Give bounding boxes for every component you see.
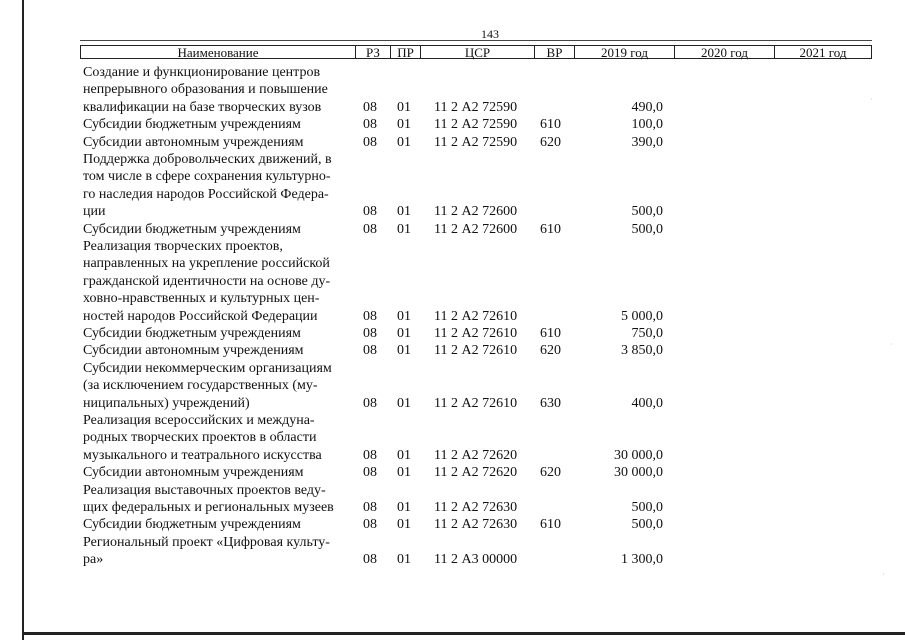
cell-vr: 630 (540, 395, 561, 411)
cell-2019: 100,0 (631, 117, 663, 133)
cell-name: Субсидии бюджетным учреждениям (83, 221, 301, 237)
page-number: 143 (481, 27, 499, 41)
cell-rz: 08 (363, 517, 377, 533)
cell-2019: 750,0 (631, 326, 663, 341)
cell-rz: 08 (363, 395, 377, 411)
table-row (0, 221, 905, 238)
table-row (0, 464, 905, 481)
cell-pr: 01 (397, 117, 411, 133)
cell-2019: 400,0 (631, 395, 663, 411)
cell-name: ностей народов Российской Федерации (83, 308, 318, 324)
page-bottom-rule (22, 632, 905, 635)
table-row (0, 168, 905, 185)
cell-name: Субсидии автономным учреждениям (83, 465, 304, 481)
table-row (0, 273, 905, 290)
cell-rz: 08 (363, 308, 377, 324)
cell-vr: 610 (540, 517, 561, 533)
cell-name: музыкального и театрального искусства (83, 447, 322, 463)
cell-pr: 01 (397, 308, 411, 324)
table-row (0, 116, 905, 133)
table-row (0, 395, 905, 412)
table-row (0, 255, 905, 272)
cell-name: родных творческих проектов в области (83, 430, 317, 446)
cell-rz: 08 (363, 447, 377, 463)
cell-2019: 500,0 (631, 517, 663, 533)
cell-name: Субсидии бюджетным учреждениям (83, 517, 301, 533)
cell-name: Субсидии бюджетным учреждениям (83, 326, 301, 341)
cell-csr: 11 2 А2 72620 (434, 465, 518, 481)
table-row (0, 342, 905, 359)
table-row (0, 308, 905, 325)
table-row (0, 377, 905, 394)
header-csr: ЦСР (420, 46, 534, 58)
table-row (0, 186, 905, 203)
scan-mark: · (882, 570, 885, 579)
cell-name: Реализация выставочных проектов веду- (83, 482, 326, 498)
cell-name: Создание и функционирование центров (83, 65, 321, 80)
cell-2019: 500,0 (631, 204, 663, 220)
cell-2019: 390,0 (631, 134, 663, 150)
cell-2019: 1 300,0 (621, 552, 663, 568)
cell-2019: 500,0 (631, 221, 663, 237)
cell-vr: 620 (540, 465, 561, 481)
cell-csr: 11 2 А2 72610 (434, 395, 518, 411)
cell-csr: 11 2 А2 72620 (434, 447, 518, 463)
cell-pr: 01 (397, 517, 411, 533)
cell-pr: 01 (397, 552, 411, 568)
header-vr: ВР (534, 46, 574, 58)
table-row (0, 203, 905, 220)
cell-vr: 610 (540, 326, 561, 341)
scan-mark: · (870, 95, 873, 104)
table-row (0, 360, 905, 377)
cell-pr: 01 (397, 500, 411, 515)
header-rz: РЗ (355, 46, 390, 58)
table-row (0, 447, 905, 464)
cell-name: том числе в сфере сохранения культурно- (83, 169, 331, 185)
cell-vr: 620 (540, 134, 561, 150)
cell-name: щих федеральных и региональных музеев (83, 500, 334, 515)
cell-csr: 11 2 А2 72600 (434, 221, 518, 237)
cell-name: Субсидии автономным учреждениям (83, 343, 304, 359)
cell-pr: 01 (397, 395, 411, 411)
cell-vr: 610 (540, 117, 561, 133)
cell-name: Субсидии бюджетным учреждениям (83, 117, 301, 133)
cell-name: гражданской идентичности на основе ду- (83, 273, 331, 289)
cell-rz: 08 (363, 99, 377, 115)
table-row (0, 429, 905, 446)
cell-name: направленных на укрепление российской (83, 256, 330, 272)
cell-2019: 30 000,0 (614, 465, 663, 481)
cell-pr: 01 (397, 326, 411, 341)
cell-name: квалификации на базе творческих вузов (83, 99, 322, 115)
cell-rz: 08 (363, 326, 377, 341)
table-row (0, 151, 905, 168)
cell-name: ции (83, 204, 106, 220)
cell-2019: 490,0 (631, 99, 663, 115)
cell-csr: 11 2 А2 72610 (434, 343, 518, 359)
table-row (0, 290, 905, 307)
cell-pr: 01 (397, 465, 411, 481)
table-row (0, 238, 905, 255)
table-row (0, 516, 905, 533)
cell-pr: 01 (397, 447, 411, 463)
cell-vr: 610 (540, 221, 561, 237)
cell-csr: 11 2 А2 72590 (434, 117, 518, 133)
table-row (0, 99, 905, 116)
table-row (0, 534, 905, 551)
cell-2019: 30 000,0 (614, 447, 663, 463)
cell-name: Поддержка добровольческих движений, в (83, 152, 332, 167)
cell-name: ховно-нравственных и культурных цен- (83, 291, 320, 307)
cell-name: ра» (83, 552, 104, 568)
cell-rz: 08 (363, 343, 377, 359)
cell-csr: 11 2 А2 72610 (434, 308, 518, 324)
cell-name: Реализация творческих проектов, (83, 239, 283, 254)
header-top-rule (80, 40, 872, 41)
cell-pr: 01 (397, 99, 411, 115)
cell-pr: 01 (397, 221, 411, 237)
cell-pr: 01 (397, 204, 411, 220)
cell-name: непрерывного образования и повышение (83, 82, 328, 98)
cell-rz: 08 (363, 204, 377, 220)
table-row (0, 134, 905, 151)
cell-rz: 08 (363, 552, 377, 568)
cell-name: Субсидии автономным учреждениям (83, 134, 304, 150)
cell-name: Субсидии некоммерческим организациям (83, 360, 332, 376)
cell-rz: 08 (363, 500, 377, 515)
cell-rz: 08 (363, 221, 377, 237)
header-name: Наименование (177, 45, 259, 60)
cell-csr: 11 2 А2 72630 (434, 517, 518, 533)
table-row (0, 551, 905, 568)
cell-name: го наследия народов Российской Федера- (83, 186, 329, 202)
header-2019: 2019 год (574, 46, 674, 58)
table-row (0, 482, 905, 499)
table-row (0, 412, 905, 429)
table-row (0, 64, 905, 81)
cell-csr: 11 2 А2 72600 (434, 204, 518, 220)
cell-name: Реализация всероссийских и междуна- (83, 413, 315, 428)
cell-2019: 3 850,0 (621, 343, 663, 359)
cell-2019: 5 000,0 (621, 308, 663, 324)
header-2020: 2020 год (674, 46, 774, 58)
cell-name: Региональный проект «Цифровая культу- (83, 534, 330, 550)
cell-csr: 11 2 А3 00000 (434, 552, 518, 568)
header-pr: ПР (390, 46, 420, 58)
cell-name: (за исключением государственных (му- (83, 378, 318, 394)
cell-vr: 620 (540, 343, 561, 359)
cell-rz: 08 (363, 134, 377, 150)
cell-rz: 08 (363, 117, 377, 133)
cell-csr: 11 2 А2 72610 (434, 326, 518, 341)
cell-pr: 01 (397, 134, 411, 150)
table-header (80, 45, 872, 59)
header-2021: 2021 год (774, 46, 871, 58)
cell-2019: 500,0 (631, 500, 663, 515)
cell-name: ниципальных) учреждений) (83, 395, 250, 411)
cell-csr: 11 2 А2 72590 (434, 134, 518, 150)
cell-rz: 08 (363, 465, 377, 481)
table-row (0, 325, 905, 342)
cell-csr: 11 2 А2 72590 (434, 99, 518, 115)
table-row (0, 499, 905, 516)
scan-mark: · (890, 340, 893, 349)
table-row (0, 81, 905, 98)
cell-csr: 11 2 А2 72630 (434, 500, 518, 515)
cell-pr: 01 (397, 343, 411, 359)
